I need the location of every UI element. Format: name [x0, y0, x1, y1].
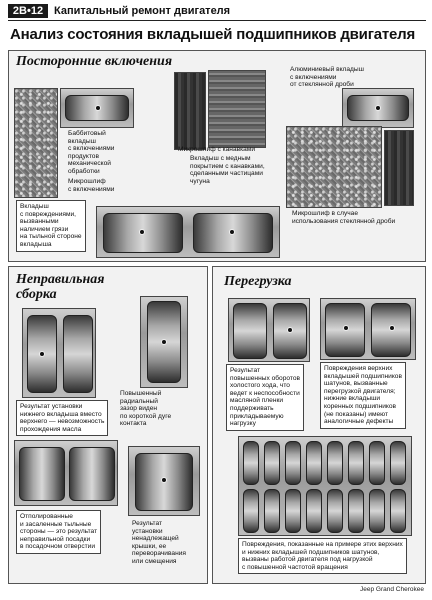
caption-polished-backs: Отполированные и засаленные тыльные стороны — это результат неправильной посадки в посадочном отверстии: [16, 510, 101, 554]
rod-bearing-overload-photo: [320, 298, 416, 360]
polished-back-bearing-photo: [14, 440, 118, 506]
oil-hole: [161, 477, 167, 483]
bearing-shell: [390, 489, 406, 533]
grooved-microgrind-photo: [208, 70, 266, 148]
bearing-shell: [233, 303, 267, 359]
oil-hole: [95, 105, 101, 111]
oil-hole: [139, 229, 145, 235]
lower-upper-bearing-photo: [22, 308, 96, 398]
bearing-shell: [63, 315, 93, 393]
caption-high-rpm: Повреждения, показанные на примере этих верхних и нижних вкладышей подшипников шатунов, вызваны работой двигателя под нагрузкой с повышенной частотой вращения: [238, 538, 407, 574]
bearing-shell: [369, 441, 385, 485]
babbitt-bearing-photo: [14, 88, 58, 198]
caption-microgrind-inclusions: Микрошлиф с включениями: [68, 178, 115, 193]
bearing-shell: [348, 441, 364, 485]
dirt-bearing-photo: [96, 206, 280, 258]
babbitt-bearing-closeup: [60, 88, 134, 128]
foreign-inclusions-title: Посторонние включения: [16, 54, 173, 69]
oil-hole: [287, 327, 293, 333]
oil-hole: [389, 325, 395, 331]
bearing-shell: [19, 447, 65, 501]
glass-shot-microgrind-photo: [286, 126, 382, 208]
section-title: Капитальный ремонт двигателя: [54, 5, 231, 17]
glass-shot-edge-photo: [384, 130, 414, 206]
aluminium-bearing-photo: [342, 88, 414, 128]
oil-hole: [375, 105, 381, 111]
footer-model: Jeep Grand Cherokee: [360, 586, 424, 593]
running-header: [0, 0, 432, 22]
bearing-shell: [348, 489, 364, 533]
page-title: Анализ состояния вкладышей подшипников двигателя: [10, 26, 416, 43]
caption-babbitt: Баббитовый вкладыш с включениями продуктов механической обработки: [68, 130, 115, 175]
bearing-shell: [327, 441, 343, 485]
page-number: 2B•12: [8, 4, 48, 18]
wrong-assembly-title: Неправильная сборка: [16, 272, 105, 302]
caption-glass-shot: Микрошлиф в случае использования стеклянной дроби: [292, 210, 396, 225]
idle-rpm-bearing-photo: [228, 298, 310, 362]
caption-copper-bearing: Вкладыш с медным покрытием с канавками, сделанными частицами чугуна: [190, 155, 265, 185]
caption-dirt: Вкладыш с повреждениями, вызванными наличием грязи на тыльной стороне вкладыша: [16, 200, 86, 252]
bearing-shell: [243, 441, 259, 485]
caption-aluminium: Алюминиевый вкладыш с включениями от стеклянной дроби: [290, 66, 364, 89]
caption-improper-cap: Результат установки ненадлежащей крышки, ее переворачивания или смещения: [132, 520, 186, 565]
radial-gap-bearing-photo: [140, 296, 188, 388]
bearing-shell: [243, 489, 259, 533]
bearing-shell: [369, 489, 385, 533]
caption-rod-overload: Повреждения верхних вкладышей подшипников шатунов, вызванные перегрузкой двигателя; нижние вкладыши коренных подшипников (не показаны) имеют аналогичные дефекты: [320, 362, 406, 429]
improper-cap-bearing-photo: [128, 446, 200, 516]
caption-idle-rpm: Результат повышенных оборотов холостого хода, что ведет к неспособности масляной пленки поддерживать прикладываемую нагрузку: [226, 364, 304, 431]
oil-hole: [229, 229, 235, 235]
bearing-shell: [285, 441, 301, 485]
high-rpm-bearing-set-photo: [238, 436, 412, 536]
overload-title: Перегрузка: [224, 274, 292, 289]
bearing-shell: [69, 447, 115, 501]
header-rule: [8, 20, 426, 21]
bearing-shell: [264, 489, 280, 533]
caption-lower-instead-upper: Результат установки нижнего вкладыша вместо верхнего — невозможность прохождения масла: [16, 400, 108, 436]
caption-microgrind-grooves: Микрошлиф с канавками: [178, 146, 256, 153]
bearing-shell: [285, 489, 301, 533]
bearing-shell: [327, 489, 343, 533]
oil-hole: [161, 339, 167, 345]
bearing-shell: [306, 441, 322, 485]
oil-hole: [39, 351, 45, 357]
caption-radial-gap: Повышенный радиальный зазор виден по короткой дуге контакта: [120, 390, 172, 428]
grooved-bearing-photo: [174, 72, 206, 150]
bearing-shell: [390, 441, 406, 485]
bearing-shell: [306, 489, 322, 533]
oil-hole: [343, 325, 349, 331]
bearing-shell: [264, 441, 280, 485]
